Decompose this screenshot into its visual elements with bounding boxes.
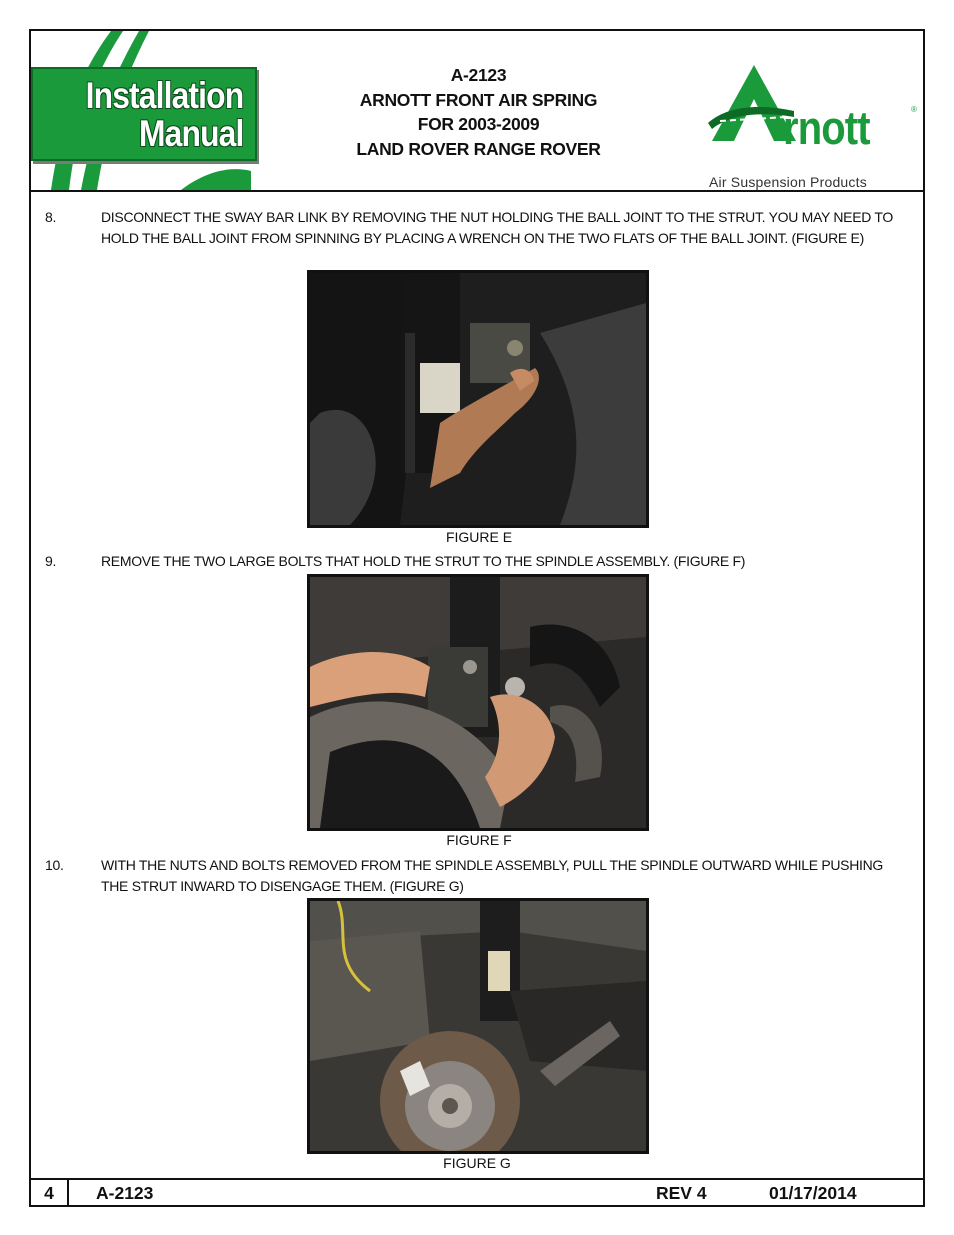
badge-line-1: Installation — [85, 75, 243, 116]
title-vehicle: LAND ROVER RANGE ROVER — [356, 138, 601, 159]
header — [31, 31, 923, 192]
figure-f-caption: FIGURE F — [446, 832, 512, 848]
badge-line-2: Manual — [138, 113, 243, 154]
step-number: 10. — [45, 857, 64, 873]
step-text: WITH THE NUTS AND BOLTS REMOVED FROM THE SPINDLE ASSEMBLY, PULL THE SPINDLE OUTWARD WHILE PUSHING THE STRUT INWARD TO DISENGAGE THEM. (FIGURE G) — [101, 857, 884, 894]
page-number: 4 — [31, 1180, 69, 1205]
figure-e-photo — [307, 270, 649, 528]
footer — [31, 1178, 923, 1205]
step-text: REMOVE THE TWO LARGE BOLTS THAT HOLD THE STRUT TO THE SPINDLE ASSEMBLY. (FIGURE F) — [101, 553, 746, 569]
step-number: 8. — [45, 209, 57, 225]
footer-date: 01/17/2014 — [769, 1183, 857, 1203]
footer-part-number: A-2123 — [96, 1183, 154, 1203]
figure-e-caption: FIGURE E — [445, 529, 513, 545]
document-title — [331, 63, 626, 161]
footer-revision: REV 4 — [656, 1183, 707, 1203]
figure-g-caption: FIGURE G — [443, 1155, 511, 1171]
logo-registered-mark: ® — [911, 105, 917, 114]
step-number: 9. — [45, 553, 57, 569]
title-part-number: A-2123 — [450, 65, 507, 85]
figure-g-photo — [307, 898, 649, 1154]
arnott-logo — [701, 61, 921, 190]
step-text: DISCONNECT THE SWAY BAR LINK BY REMOVING THE NUT HOLDING THE BALL JOINT TO THE STRUT. YOU MAY NEED TO HOLD THE BALL JOINT FROM SPINNING BY PLACING A WRENCH ON THE TWO FLATS OF THE BALL JOINT. (FIGURE E) — [101, 209, 893, 246]
logo-wordmark: rnott — [783, 101, 870, 154]
page-frame — [29, 29, 925, 1207]
logo-tagline: Air Suspension Products — [709, 174, 867, 190]
installation-manual-badge — [31, 67, 257, 161]
title-product: ARNOTT FRONT AIR SPRING — [359, 89, 598, 110]
title-years: FOR 2003-2009 — [417, 114, 540, 134]
figure-f-photo — [307, 574, 649, 831]
